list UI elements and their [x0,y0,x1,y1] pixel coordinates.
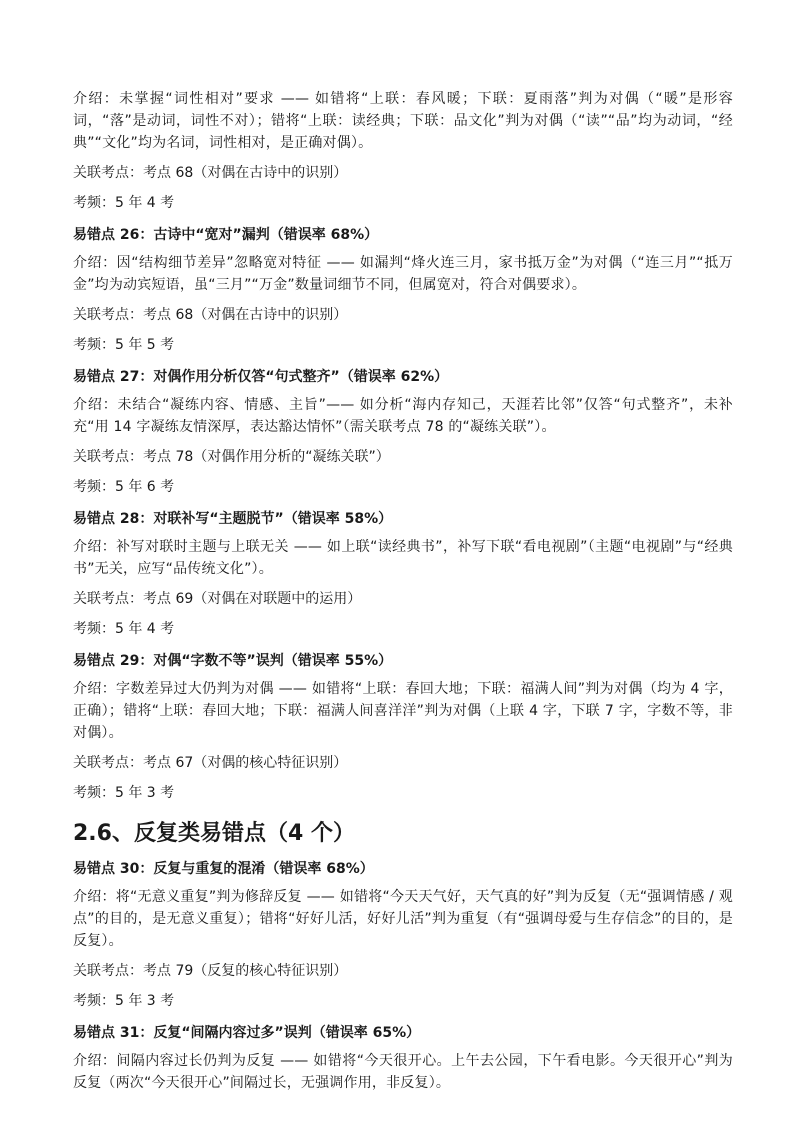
entry-intro: 介绍：未掌握“词性相对”要求 —— 如错将“上联：春风暖；下联：夏雨落”判为对偶（“暖”是形容词，“落”是动词，词性不对）；错将“上联：读经典；下联：品文化”判为对偶（“读”“品”均为动词，“经典”“文化”均为名词，词性相对，是正确对偶）。 [73,91,733,151]
entry-frequency: 考频：5 年 4 考 [73,195,175,211]
entry-title: 易错点 28：对联补写“主题脱节”（错误率 58%） [73,511,393,527]
entry-frequency: 考频：5 年 6 考 [73,479,175,495]
entry-frequency: 考频：5 年 5 考 [73,337,175,353]
entry-related: 关联考点：考点 67（对偶的核心特征识别） [73,755,348,771]
entry-27 [73,366,733,498]
entry-related: 关联考点：考点 69（对偶在对联题中的运用） [73,591,362,607]
entry-29 [73,650,733,804]
entry-title: 易错点 29：对偶“字数不等”误判（错误率 55%） [73,653,393,669]
entry-intro: 介绍：间隔内容过长仍判为反复 —— 如错将“今天很开心。上午去公园，下午看电影。今天很开心”判为反复（两次“今天很开心”间隔过长，无强调作用，非反复）。 [73,1053,733,1091]
entry-intro: 介绍：将“无意义重复”判为修辞反复 —— 如错将“今天天气好，天气真的好”判为反复（无“强调情感 / 观点”的目的，是无意义重复）；错将“好好儿活，好好儿活”判为重复（有“强调母爱与生存信念”的目的，是反复）。 [73,889,733,949]
entry-title: 易错点 27：对偶作用分析仅答“句式整齐”（错误率 62%） [73,369,449,385]
document-page [73,88,733,1102]
section-title: 2.6、反复类易错点（4 个） [73,821,355,846]
entry-intro: 介绍：补写对联时主题与上联无关 —— 如上联“读经典书”，补写下联“看电视剧”（主题“电视剧”与“经典书”无关，应写“品传统文化”）。 [73,539,733,577]
entry-related: 关联考点：考点 68（对偶在古诗中的识别） [73,307,348,323]
entry-related: 关联考点：考点 79（反复的核心特征识别） [73,963,348,979]
entry-31 [73,1022,733,1094]
entry-title: 易错点 30：反复与重复的混淆（错误率 68%） [73,861,374,877]
entry-related: 关联考点：考点 68（对偶在古诗中的识别） [73,165,348,181]
entry-frequency: 考频：5 年 3 考 [73,785,175,801]
entry-30 [73,858,733,1012]
entry-frequency: 考频：5 年 4 考 [73,621,175,637]
entry-26 [73,224,733,356]
entry-title: 易错点 31：反复“间隔内容过多”误判（错误率 65%） [73,1025,421,1041]
entry-intro: 介绍：因“结构细节差异”忽略宽对特征 —— 如漏判“烽火连三月，家书抵万金”为对偶（“连三月”“抵万金”均为动宾短语，虽“三月”“万金”数量词细节不同，但属宽对，符合对偶要求）。 [73,255,733,293]
entry-frequency: 考频：5 年 3 考 [73,993,175,1009]
entry-28 [73,508,733,640]
entry-intro: 介绍：未结合“凝练内容、情感、主旨”—— 如分析“海内存知己，天涯若比邻”仅答“句式整齐”，未补充“用 14 字凝练友情深厚，表达豁达情怀”（需关联考点 78 的“凝练关联”）。 [73,397,733,435]
entry-related: 关联考点：考点 78（对偶作用分析的“凝练关联”） [73,449,390,465]
entry-intro: 介绍：字数差异过大仍判为对偶 —— 如错将“上联：春回大地；下联：福满人间”判为对偶（均为 4 字，正确）；错将“上联：春回大地；下联：福满人间喜洋洋”判为对偶（上联 4 字，下联 7 字，字数不等，非对偶）。 [73,681,733,741]
entry-title: 易错点 26：古诗中“宽对”漏判（错误率 68%） [73,227,379,243]
